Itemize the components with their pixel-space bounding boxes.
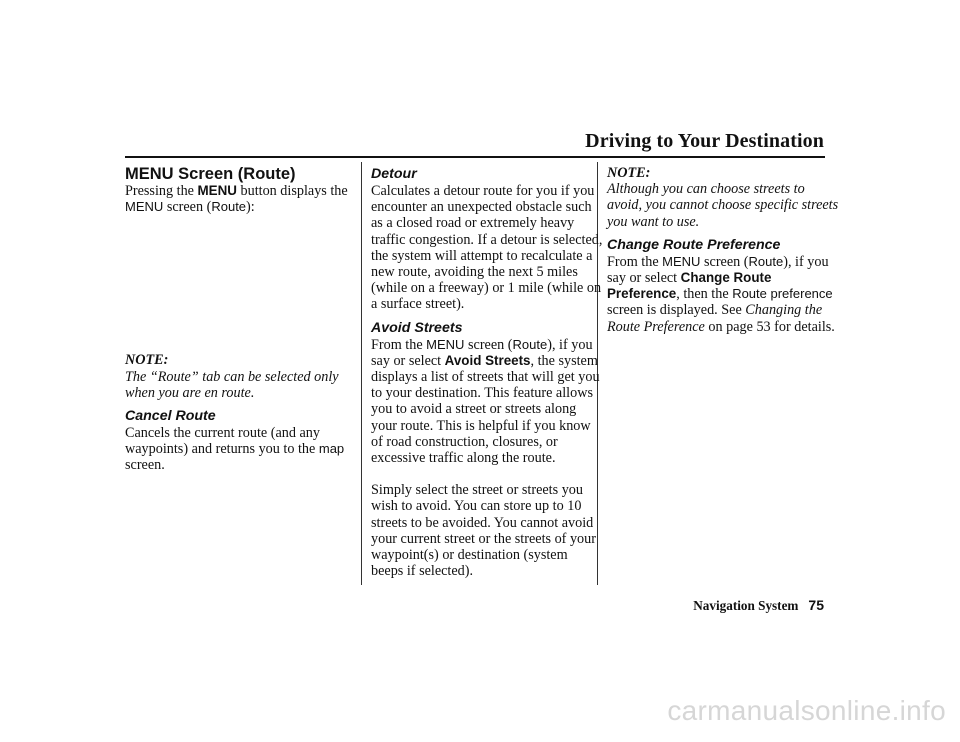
column-divider-1 bbox=[361, 162, 362, 585]
menu-intro-paragraph: Pressing the MENU button displays the MENU screen (Route): bbox=[125, 183, 348, 216]
menu-screen-heading: MENU Screen (Route) bbox=[125, 165, 296, 183]
page-title: Driving to Your Destination bbox=[585, 130, 824, 152]
cancel-route-heading: Cancel Route bbox=[125, 408, 216, 425]
page-footer bbox=[693, 597, 824, 614]
page-number: 75 bbox=[808, 597, 824, 613]
screen-image-area bbox=[125, 215, 357, 352]
avoid-streets-paragraph-2: Simply select the street or streets you wish to avoid. You can store up to 10 streets to be avoided. You cannot avoid your current street or the streets of your waypoint(s) or destination (system beeps if selected). bbox=[371, 482, 596, 580]
avoid-streets-note: NOTE: Although you can choose streets to avoid, you cannot choose specific streets you want to use. bbox=[607, 165, 839, 230]
route-tab-note: NOTE: The “Route” tab can be selected only when you are en route. bbox=[125, 352, 339, 401]
cancel-route-paragraph: Cancels the current route (and any waypoints) and returns you to the map screen. bbox=[125, 425, 345, 474]
change-route-preference-paragraph: From the MENU screen (Route), if you say or select Change Route Preference, then the Route preference screen is displayed. See Changing the Route Preference on page 53 for details. bbox=[607, 253, 835, 335]
avoid-streets-heading: Avoid Streets bbox=[371, 319, 463, 336]
menu-button-label: MENU bbox=[197, 183, 237, 198]
watermark: carmanualsonline.info bbox=[667, 695, 946, 726]
column-2 bbox=[371, 165, 603, 579]
title-rule bbox=[125, 156, 825, 158]
detour-heading: Detour bbox=[371, 166, 417, 182]
column-3 bbox=[607, 165, 839, 335]
change-route-preference-heading: Change Route Preference bbox=[607, 236, 781, 253]
footer-label: Navigation System bbox=[693, 598, 799, 613]
avoid-streets-paragraph: From the MENU screen (Route), if you say or select Avoid Streets, the system displays a list of streets that will get you to your destination. This feature allows you to avoid a street or streets along your route. This is helpful if you know of road construction, closures, or excessive traffic along the route. bbox=[371, 336, 600, 467]
column-1 bbox=[125, 165, 357, 474]
detour-paragraph: Calculates a detour route for you if you encounter an unexpected obstacle such as a closed road or extremely heavy traffic congestion. If a detour is selected, the system will attempt to recalculate a new route, avoiding the next 5 miles (while on a freeway) or 1 mile (while on a surface street). bbox=[371, 183, 603, 313]
